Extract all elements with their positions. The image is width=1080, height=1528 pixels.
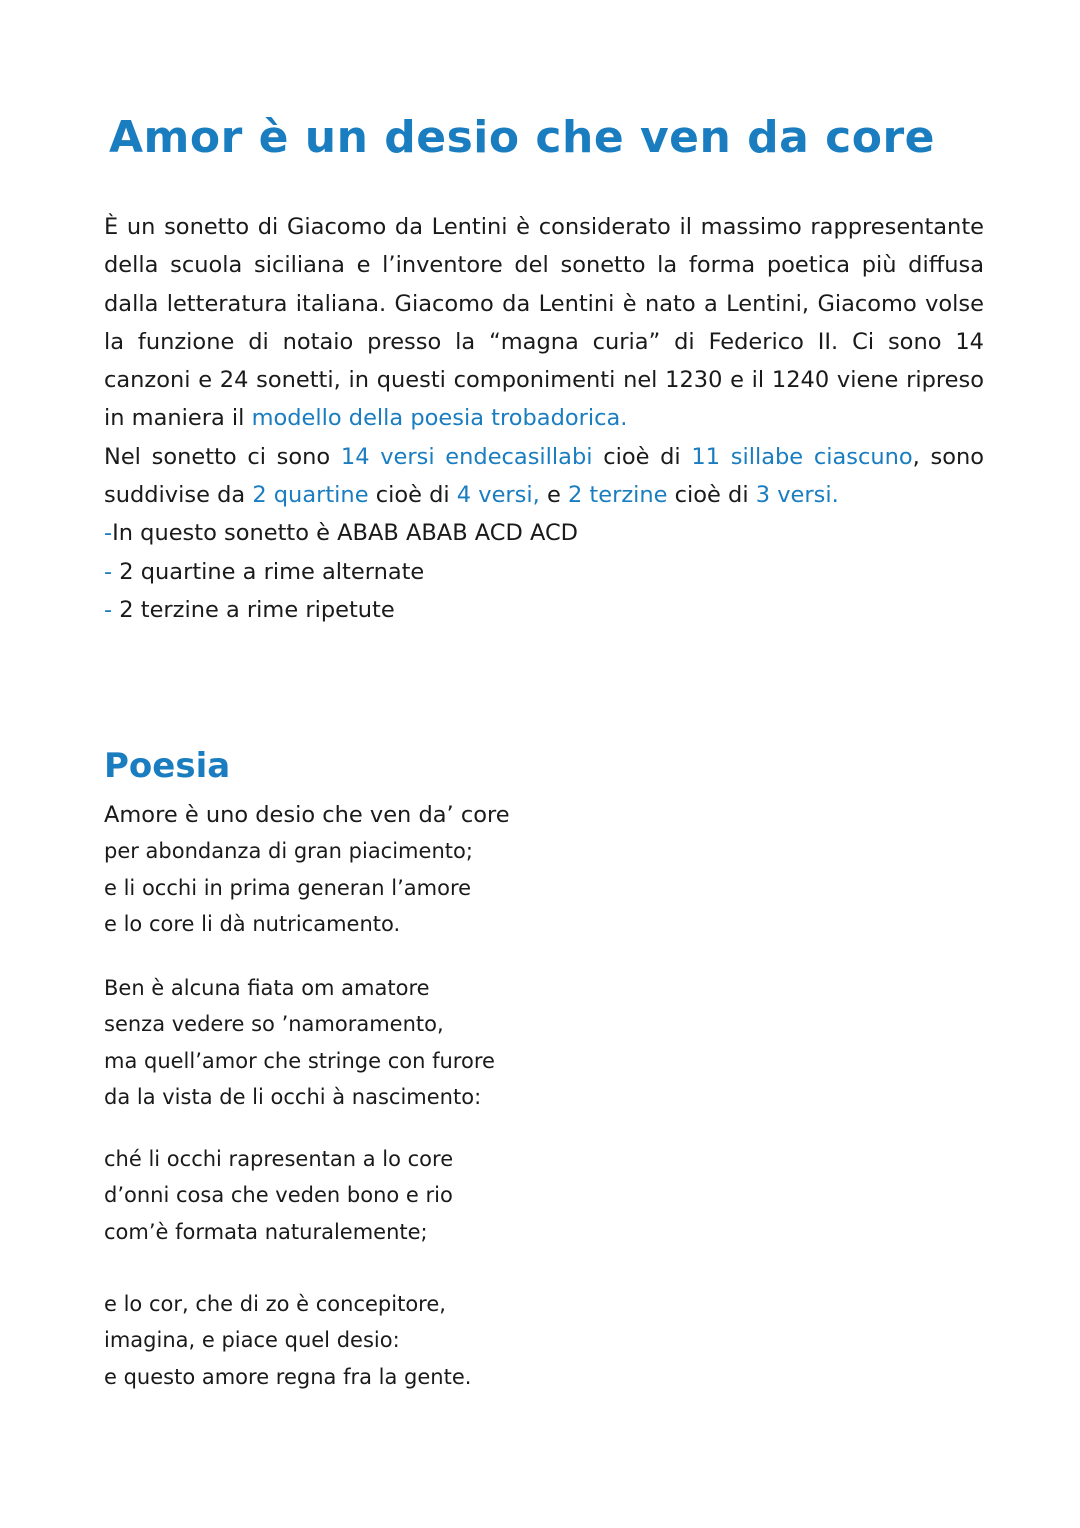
highlight-4-versi: 4 versi,: [456, 482, 540, 509]
poem-verse: da la vista de li occhi à nascimento:: [104, 1084, 482, 1109]
poem-verse: Ben è alcuna fiata om amatore: [104, 976, 430, 1000]
p2-text-g: cioè di: [368, 482, 457, 509]
poem-stanza-2: [104, 970, 804, 1115]
poem-heading: Poesia: [104, 746, 231, 786]
highlight-2-quartine: 2 quartine: [252, 482, 369, 509]
poem-verse: e questo amore regna fra la gente.: [104, 1364, 472, 1389]
poem-verse: senza vedere so ’namoramento,: [104, 1012, 444, 1037]
list-item-text: In questo sonetto è ABAB ABAB ACD ACD: [112, 520, 579, 547]
list-item: [104, 553, 984, 591]
poem-verse: ma quell’amor che stringe con furore: [104, 1048, 495, 1073]
highlight-trobadorica: modello della poesia trobadorica.: [251, 405, 628, 432]
list-item: [104, 514, 984, 552]
intro-section: [104, 208, 984, 629]
list-item: [104, 591, 984, 629]
poem-verse: ché li occhi rapresentan a lo core: [104, 1147, 454, 1171]
intro-paragraph-1: [104, 208, 984, 438]
list-item-text: 2 terzine a rime ripetute: [112, 596, 395, 623]
intro-paragraph-2: [104, 438, 984, 515]
dash-bullet: -: [104, 558, 113, 585]
poem-verse: e lo core li dà nutricamento.: [104, 911, 401, 936]
p2-text-k: cioè di: [667, 482, 756, 509]
highlight-14-versi: 14 versi endecasillabi: [340, 443, 593, 470]
poem-verse: per abondanza di gran piacimento;: [104, 839, 473, 864]
highlight-2-terzine: 2 terzine: [567, 482, 668, 509]
dash-bullet: -: [104, 596, 113, 623]
dash-bullet: -: [104, 520, 113, 547]
document-title: Amor è un desio che ven da core: [108, 112, 936, 163]
poem-verse: Amore è uno desio che ven da’ core: [104, 802, 510, 828]
highlight-3-versi: 3 versi.: [755, 482, 839, 509]
p2-text-a: Nel sonetto ci sono: [104, 443, 341, 470]
intro-text: È un sonetto di Giacomo da Lentini è considerato il massimo rappresentante della scuola siciliana e l’inventore del sonetto la forma poetica più diffusa dalla letteratura italiana. Giacomo da Lentini è nato a Lentini, Giacomo volse la funzione di notaio presso la “magna curia” di Federico II. Ci sono 14 canzoni e 24 sonetti, in questi componimenti nel 1230 e il 1240 viene ripreso in maniera il: [104, 214, 984, 432]
poem-verse: e li occhi in prima generan l’amore: [104, 875, 472, 900]
list-item-text: 2 quartine a rime alternate: [112, 558, 425, 585]
p2-text-e: , sono suddivise da: [104, 443, 984, 509]
poem-verse: com’è formata naturalemente;: [104, 1219, 428, 1244]
poem-stanza-1: [104, 797, 804, 942]
poem-stanza-4: [104, 1286, 804, 1395]
highlight-11-sillabe: 11 sillabe ciascuno: [691, 443, 913, 470]
p2-text-c: cioè di: [592, 443, 692, 470]
poem-stanza-3: [104, 1141, 804, 1250]
p2-text-i: e: [539, 482, 568, 509]
poem-verse: d’onni cosa che veden bono e rio: [104, 1183, 453, 1208]
poem-verse: imagina, e piace quel desio:: [104, 1328, 400, 1353]
poem-verse: e lo cor, che di zo è concepitore,: [104, 1292, 446, 1316]
